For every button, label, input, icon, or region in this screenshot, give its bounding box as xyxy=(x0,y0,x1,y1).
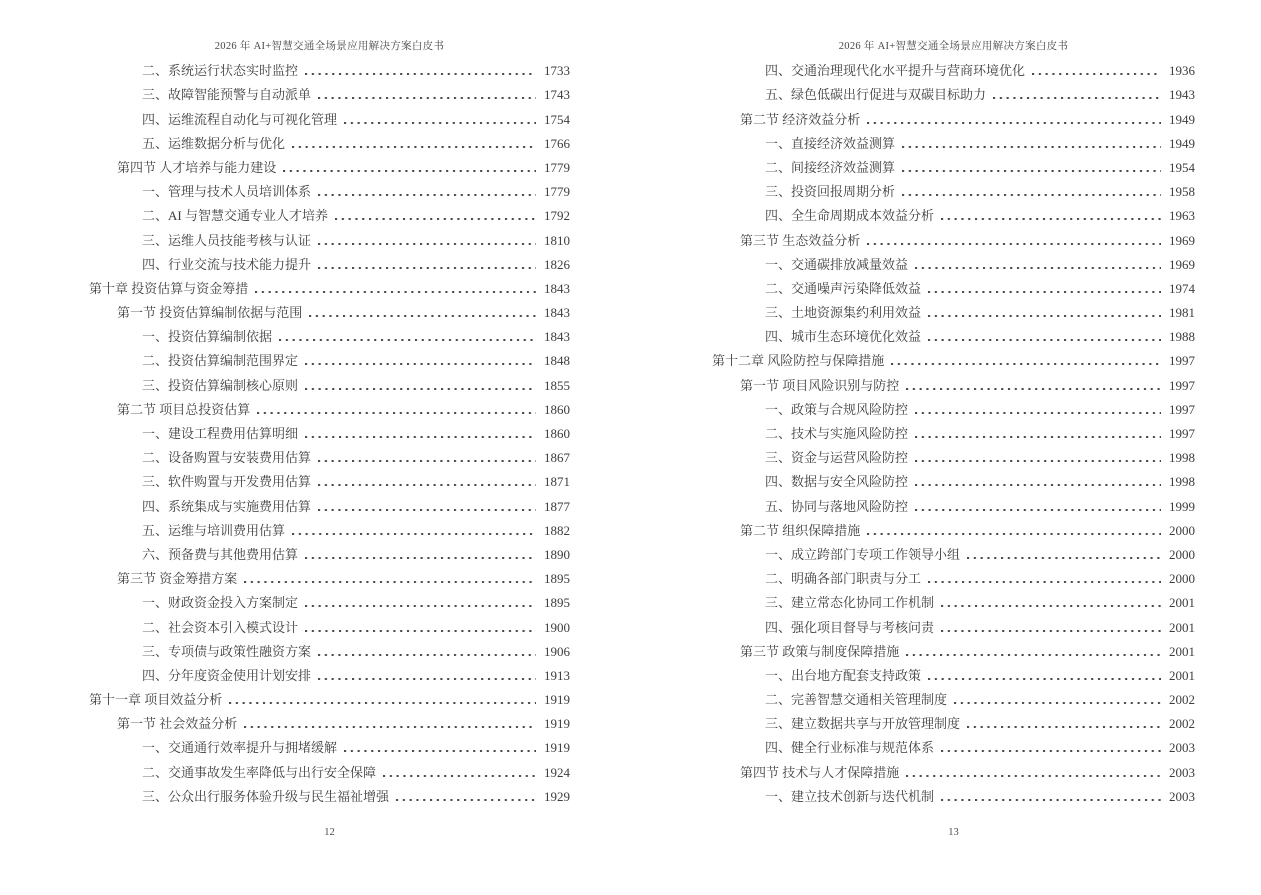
toc-entry-page-number: 2002 xyxy=(1169,716,1195,732)
toc-entry-title: 四、数据与安全风险防控 xyxy=(765,474,909,490)
dot-leader xyxy=(305,363,536,365)
toc-entry xyxy=(89,104,570,128)
dot-leader xyxy=(915,509,1161,511)
dot-leader xyxy=(318,97,536,99)
toc-entry xyxy=(89,322,570,346)
toc-entry-title: 二、投资估算编制范围界定 xyxy=(142,353,299,369)
toc-entry-title: 二、交通事故发生率降低与出行安全保障 xyxy=(142,764,377,780)
toc-entry xyxy=(89,757,570,781)
dot-leader xyxy=(915,267,1161,269)
toc-entry-page-number: 1913 xyxy=(544,667,570,683)
toc-entry-page-number: 1810 xyxy=(544,232,570,248)
dot-leader xyxy=(305,73,536,75)
dot-leader xyxy=(928,315,1161,317)
dot-leader xyxy=(318,484,536,486)
toc-entry-title: 三、运维人员技能考核与认证 xyxy=(142,232,312,248)
dot-leader xyxy=(305,436,536,438)
toc-entry-page-number: 1924 xyxy=(544,764,570,780)
toc-entry-title: 四、分年度资金使用计划安排 xyxy=(142,667,312,683)
toc-entry-title: 四、全生命周期成本效益分析 xyxy=(765,208,935,224)
toc-entry xyxy=(712,782,1195,806)
toc-entry-page-number: 1974 xyxy=(1169,280,1195,296)
toc-entry-title: 一、投资估算编制依据 xyxy=(142,329,273,345)
toc-entry-page-number: 1969 xyxy=(1169,256,1195,272)
toc-entry xyxy=(89,129,570,153)
toc-entry-page-number: 1792 xyxy=(544,208,570,224)
toc-entry-page-number: 1895 xyxy=(544,595,570,611)
toc-entry-page-number: 1997 xyxy=(1169,377,1195,393)
toc-entry-title: 第二节 组织保障措施 xyxy=(740,522,861,538)
toc-entry-page-number: 2002 xyxy=(1169,692,1195,708)
toc-entry-page-number: 1826 xyxy=(544,256,570,272)
dot-leader xyxy=(292,533,536,535)
toc-entry-page-number: 2001 xyxy=(1169,667,1195,683)
toc-entry-title: 四、健全行业标准与规范体系 xyxy=(765,740,935,756)
toc-entry-title: 第二节 项目总投资估算 xyxy=(117,401,251,417)
toc-entry xyxy=(712,443,1195,467)
toc-page-left xyxy=(89,40,570,839)
toc-entry xyxy=(712,685,1195,709)
dot-leader xyxy=(344,750,536,752)
toc-entry-title: 一、交通通行效率提升与拥堵缓解 xyxy=(142,740,338,756)
dot-leader xyxy=(309,315,536,317)
dot-leader xyxy=(1032,73,1161,75)
toc-entry-page-number: 1877 xyxy=(544,498,570,514)
toc-entry xyxy=(712,153,1195,177)
toc-entry xyxy=(712,516,1195,540)
dot-leader xyxy=(915,412,1161,414)
dot-leader xyxy=(915,460,1161,462)
toc-entry-page-number: 2003 xyxy=(1169,788,1195,804)
dot-leader xyxy=(993,97,1161,99)
toc-entry-page-number: 1929 xyxy=(544,788,570,804)
toc-entry xyxy=(712,419,1195,443)
toc-entry xyxy=(89,516,570,540)
dot-leader xyxy=(292,146,536,148)
toc-entry-page-number: 2000 xyxy=(1169,546,1195,562)
toc-entry xyxy=(89,564,570,588)
toc-entry xyxy=(89,661,570,685)
toc-entry-title: 第三节 政策与制度保障措施 xyxy=(740,643,900,659)
dot-leader xyxy=(941,750,1161,752)
toc-entry xyxy=(89,225,570,249)
toc-entry-page-number: 1998 xyxy=(1169,450,1195,466)
toc-entry-title: 四、强化项目督导与考核问责 xyxy=(765,619,935,635)
toc-entry xyxy=(89,370,570,394)
toc-entry xyxy=(712,80,1195,104)
toc-entry xyxy=(712,201,1195,225)
toc-entry xyxy=(89,733,570,757)
dot-leader xyxy=(928,678,1161,680)
toc-entry-page-number: 1843 xyxy=(544,329,570,345)
toc-entry-page-number: 1867 xyxy=(544,450,570,466)
toc-entry-title: 第十章 投资估算与资金筹措 xyxy=(89,280,249,296)
toc-entry-title: 三、投资估算编制核心原则 xyxy=(142,377,299,393)
toc-entry-title: 四、交通治理现代化水平提升与营商环境优化 xyxy=(765,63,1026,79)
toc-entry-title: 一、直接经济效益测算 xyxy=(765,135,896,151)
toc-entry-page-number: 1998 xyxy=(1169,474,1195,490)
toc-entry-title: 二、设备购置与安装费用估算 xyxy=(142,450,312,466)
toc-entry-title: 第一节 投资估算编制依据与范围 xyxy=(117,305,303,321)
toc-entry xyxy=(89,346,570,370)
toc-entry-title: 五、运维数据分析与优化 xyxy=(142,135,286,151)
dot-leader xyxy=(954,702,1161,704)
toc-entry-page-number: 1843 xyxy=(544,305,570,321)
toc-entry-page-number: 1997 xyxy=(1169,353,1195,369)
toc-entry-title: 三、专项债与政策性融资方案 xyxy=(142,643,312,659)
toc-entry-title: 第四节 人才培养与能力建设 xyxy=(117,159,277,175)
toc-entry xyxy=(89,56,570,80)
dot-leader xyxy=(383,775,536,777)
toc-entry-title: 二、社会资本引入模式设计 xyxy=(142,619,299,635)
toc-entry-title: 一、成立跨部门专项工作领导小组 xyxy=(765,546,961,562)
dot-leader xyxy=(335,218,536,220)
toc-entry-page-number: 1860 xyxy=(544,426,570,441)
toc-entry-title: 四、城市生态环境优化效益 xyxy=(765,329,922,345)
toc-entry xyxy=(712,298,1195,322)
dot-leader xyxy=(279,339,536,341)
toc-entry-page-number: 1906 xyxy=(544,643,570,659)
toc-entry-title: 第三节 生态效益分析 xyxy=(740,232,861,248)
toc-entry-page-number: 2000 xyxy=(1169,522,1195,538)
toc-entry xyxy=(712,733,1195,757)
dot-leader xyxy=(967,726,1161,728)
toc-entry xyxy=(89,395,570,419)
dot-leader xyxy=(344,122,536,124)
toc-entry-list xyxy=(89,56,570,806)
dot-leader xyxy=(867,122,1161,124)
dot-leader xyxy=(229,702,536,704)
toc-entry-page-number: 1860 xyxy=(544,401,570,417)
toc-entry-page-number: 1949 xyxy=(1169,135,1195,151)
toc-entry-list xyxy=(712,56,1195,806)
toc-entry-title: 六、预备费与其他费用估算 xyxy=(142,546,299,562)
toc-entry-title: 第十二章 风险防控与保障措施 xyxy=(712,353,885,369)
toc-entry-page-number: 1890 xyxy=(544,546,570,562)
toc-entry-page-number: 1843 xyxy=(544,280,570,296)
dot-leader xyxy=(867,533,1161,535)
dot-leader xyxy=(967,557,1161,559)
toc-entry-title: 四、系统集成与实施费用估算 xyxy=(142,498,312,514)
toc-entry-title: 第三节 资金筹措方案 xyxy=(117,571,238,587)
toc-entry xyxy=(89,250,570,274)
dot-leader xyxy=(283,170,536,172)
dot-leader xyxy=(318,460,536,462)
toc-entry-title: 五、运维与培训费用估算 xyxy=(142,522,286,538)
dot-leader xyxy=(396,799,536,801)
toc-entry-title: 第十一章 项目效益分析 xyxy=(89,692,223,708)
toc-entry xyxy=(712,129,1195,153)
toc-entry-page-number: 1848 xyxy=(544,353,570,369)
toc-entry xyxy=(712,177,1195,201)
toc-entry xyxy=(89,782,570,806)
dot-leader xyxy=(928,291,1161,293)
dot-leader xyxy=(318,678,536,680)
toc-entry xyxy=(89,491,570,515)
toc-entry-page-number: 1895 xyxy=(544,571,570,587)
toc-entry-title: 一、管理与技术人员培训体系 xyxy=(142,184,312,200)
toc-entry xyxy=(712,491,1195,515)
page-footer-number: 12 xyxy=(324,826,335,838)
toc-entry-title: 四、运维流程自动化与可视化管理 xyxy=(142,111,338,127)
toc-entry xyxy=(89,637,570,661)
toc-entry-title: 一、财政资金投入方案制定 xyxy=(142,595,299,611)
toc-entry-title: 二、完善智慧交通相关管理制度 xyxy=(765,692,948,708)
toc-entry xyxy=(89,298,570,322)
dot-leader xyxy=(928,581,1161,583)
toc-entry-title: 三、故障智能预警与自动派单 xyxy=(142,87,312,103)
toc-entry xyxy=(89,467,570,491)
toc-entry-title: 三、投资回报周期分析 xyxy=(765,184,896,200)
toc-entry-page-number: 2001 xyxy=(1169,595,1195,611)
toc-entry-title: 二、间接经济效益测算 xyxy=(765,159,896,175)
toc-entry xyxy=(712,564,1195,588)
toc-entry xyxy=(89,274,570,298)
toc-entry-page-number: 1855 xyxy=(544,377,570,393)
dot-leader xyxy=(305,388,536,390)
dot-leader xyxy=(318,194,536,196)
toc-entry-page-number: 1954 xyxy=(1169,159,1195,175)
toc-entry-page-number: 2001 xyxy=(1169,619,1195,635)
toc-entry-title: 二、AI 与智慧交通专业人才培养 xyxy=(142,208,328,224)
toc-entry xyxy=(89,419,570,443)
dot-leader xyxy=(257,412,536,414)
toc-entry-title: 五、协同与落地风险防控 xyxy=(765,498,909,514)
toc-entry-page-number: 1919 xyxy=(544,692,570,708)
toc-entry-page-number: 1997 xyxy=(1169,401,1195,417)
dot-leader xyxy=(244,581,536,583)
dot-leader xyxy=(318,509,536,511)
toc-entry-page-number: 1949 xyxy=(1169,111,1195,127)
toc-entry xyxy=(712,250,1195,274)
toc-entry-title: 一、交通碳排放减量效益 xyxy=(765,256,909,272)
toc-entry-page-number: 1779 xyxy=(544,159,570,175)
toc-entry xyxy=(712,467,1195,491)
dot-leader xyxy=(902,146,1161,148)
toc-entry xyxy=(712,540,1195,564)
toc-entry xyxy=(712,274,1195,298)
toc-entry xyxy=(712,709,1195,733)
toc-entry-page-number: 1871 xyxy=(544,474,570,490)
dot-leader xyxy=(902,194,1161,196)
dot-leader xyxy=(244,726,536,728)
toc-entry-page-number: 1882 xyxy=(544,522,570,538)
dot-leader xyxy=(255,291,536,293)
toc-entry xyxy=(89,153,570,177)
toc-entry xyxy=(89,201,570,225)
toc-entry-page-number: 1943 xyxy=(1169,87,1195,103)
toc-entry xyxy=(89,540,570,564)
toc-entry-title: 二、技术与实施风险防控 xyxy=(765,426,909,441)
dot-leader xyxy=(891,363,1161,365)
dot-leader xyxy=(867,243,1161,245)
dot-leader xyxy=(941,799,1161,801)
dot-leader xyxy=(906,775,1161,777)
toc-entry-title: 第四节 技术与人才保障措施 xyxy=(740,764,900,780)
toc-entry-title: 二、系统运行状态实时监控 xyxy=(142,63,299,79)
dot-leader xyxy=(902,170,1161,172)
toc-entry xyxy=(712,588,1195,612)
toc-entry-page-number: 2001 xyxy=(1169,643,1195,659)
toc-entry-page-number: 1743 xyxy=(544,87,570,103)
toc-entry-page-number: 1999 xyxy=(1169,498,1195,514)
toc-page-right xyxy=(712,40,1195,839)
toc-entry xyxy=(712,757,1195,781)
toc-entry xyxy=(712,225,1195,249)
toc-entry xyxy=(712,395,1195,419)
toc-entry-title: 四、行业交流与技术能力提升 xyxy=(142,256,312,272)
toc-entry-title: 五、绿色低碳出行促进与双碳目标助力 xyxy=(765,87,987,103)
toc-entry-page-number: 2000 xyxy=(1169,571,1195,587)
toc-entry-page-number: 1981 xyxy=(1169,305,1195,321)
toc-entry-title: 二、明确各部门职责与分工 xyxy=(765,571,922,587)
toc-entry-title: 三、公众出行服务体验升级与民生福祉增强 xyxy=(142,788,390,804)
toc-entry-title: 一、政策与合规风险防控 xyxy=(765,401,909,417)
toc-entry-title: 一、建设工程费用估算明细 xyxy=(142,426,299,441)
toc-entry-page-number: 1733 xyxy=(544,63,570,79)
toc-entry-page-number: 1766 xyxy=(544,135,570,151)
toc-entry-page-number: 1919 xyxy=(544,716,570,732)
toc-entry-page-number: 1997 xyxy=(1169,426,1195,441)
toc-entry-title: 第二节 经济效益分析 xyxy=(740,111,861,127)
toc-entry xyxy=(89,612,570,636)
dot-leader xyxy=(318,243,536,245)
toc-entry-title: 第一节 项目风险识别与防控 xyxy=(740,377,900,393)
toc-entry xyxy=(89,177,570,201)
page-header-title: 2026 年 AI+智慧交通全场景应用解决方案白皮书 xyxy=(214,41,445,52)
toc-entry-title: 第一节 社会效益分析 xyxy=(117,716,238,732)
dot-leader xyxy=(915,484,1161,486)
dot-leader xyxy=(928,339,1161,341)
toc-entry-page-number: 2003 xyxy=(1169,740,1195,756)
toc-entry-title: 一、出台地方配套支持政策 xyxy=(765,667,922,683)
toc-entry-title: 三、土地资源集约利用效益 xyxy=(765,305,922,321)
toc-entry xyxy=(712,104,1195,128)
toc-entry-page-number: 1969 xyxy=(1169,232,1195,248)
toc-entry xyxy=(712,346,1195,370)
dot-leader xyxy=(305,557,536,559)
page-footer-number: 13 xyxy=(948,826,959,838)
toc-entry xyxy=(712,612,1195,636)
dot-leader xyxy=(318,267,536,269)
dot-leader xyxy=(305,605,536,607)
toc-entry-title: 三、建立常态化协同工作机制 xyxy=(765,595,935,611)
toc-entry-page-number: 1958 xyxy=(1169,184,1195,200)
toc-entry-page-number: 1779 xyxy=(544,184,570,200)
dot-leader xyxy=(318,654,536,656)
toc-entry-page-number: 1988 xyxy=(1169,329,1195,345)
toc-entry-page-number: 1936 xyxy=(1169,63,1195,79)
toc-entry xyxy=(712,370,1195,394)
toc-entry xyxy=(89,709,570,733)
toc-entry-title: 一、建立技术创新与迭代机制 xyxy=(765,788,935,804)
toc-entry xyxy=(89,80,570,104)
page-header-title: 2026 年 AI+智慧交通全场景应用解决方案白皮书 xyxy=(838,41,1069,52)
dot-leader xyxy=(915,436,1161,438)
dot-leader xyxy=(906,654,1161,656)
dot-leader xyxy=(906,388,1161,390)
toc-entry xyxy=(712,322,1195,346)
dot-leader xyxy=(305,630,536,632)
toc-entry xyxy=(712,56,1195,80)
toc-entry-page-number: 2003 xyxy=(1169,764,1195,780)
toc-entry xyxy=(712,637,1195,661)
dot-leader xyxy=(941,605,1161,607)
toc-entry xyxy=(89,588,570,612)
dot-leader xyxy=(941,630,1161,632)
toc-entry xyxy=(89,685,570,709)
toc-entry-page-number: 1754 xyxy=(544,111,570,127)
toc-entry-title: 三、建立数据共享与开放管理制度 xyxy=(765,716,961,732)
dot-leader xyxy=(941,218,1161,220)
toc-entry-page-number: 1900 xyxy=(544,619,570,635)
toc-entry xyxy=(712,661,1195,685)
toc-entry xyxy=(89,443,570,467)
toc-entry-title: 二、交通噪声污染降低效益 xyxy=(765,280,922,296)
toc-entry-title: 三、资金与运营风险防控 xyxy=(765,450,909,466)
toc-entry-page-number: 1963 xyxy=(1169,208,1195,224)
toc-entry-title: 三、软件购置与开发费用估算 xyxy=(142,474,312,490)
toc-entry-page-number: 1919 xyxy=(544,740,570,756)
